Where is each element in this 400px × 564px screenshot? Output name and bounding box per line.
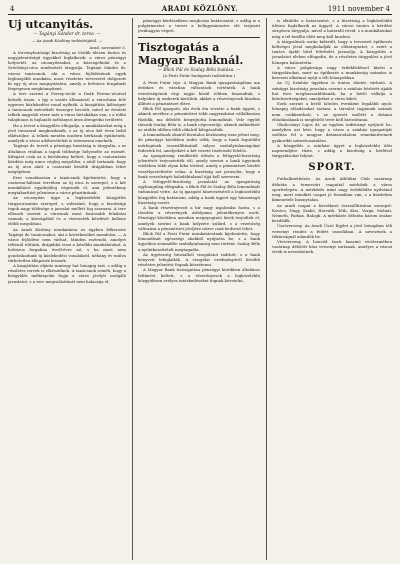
paragraph: Futballmérkőzés. Az Aradi Atlétikai Club vasárnap délután a temesvári csapattal mérkőzik a város sporttelepén. A mérkőzés iránt nagy érdeklődés nyilvánul meg, mert mindkét csapat jó formában van, s a küzdelem kimenetele bizonytalan. xyxy=(272,176,392,203)
issue-date: 1911 november 4 xyxy=(327,5,390,13)
paragraph: Az Aradi Közlöny munkatársa ez ügyben felkereste Tagányi dr. tanácsnokot, aki a következőket mondotta: — A város fejlődése nem várhat. Minden esztendő, amelyet tétlenül töltünk, drágábbá teszi a későbbi munkálatokat. A belváros forgalma évről-évre nő, s ha most nem gondoskodunk új közlekedési vonalakról, néhány év múlva tűrhetetlen állapotok lesznek. xyxy=(8,226,126,263)
paper-name: ARADI KÖZLÖNY. xyxy=(161,4,239,13)
paragraph: Blick Pál igazgató, aki évek óta vezette a bank ügyeit, s akinek nevéhez a pénzintézet több nagyszabású vállalkozása fűződik, ma délelőtt benyújtotta lemondását. Vele együtt távozik Szalay Béla is, a bank cégvezetője, akinek működését az utóbbi időben több oldalról kifogásolták. xyxy=(138,106,260,132)
paragraph: A felügyelő-bizottság javaslatát az igazgatóság egyhangúlag elfogadta, s Blick Pál és Szalay Béla lemondását tudomásul vette. Az új igazgató kinevezéséről a legközelebbi közgyűlés fog határozni, addig a bank ügyeit egy háromtagú bizottság vezeti. xyxy=(138,178,260,205)
paragraph: A törvényhatósági bizottság az ötödik ülésen fontos és nagyjelentőségű ügyekkel foglalkozik: a város pénzügyi helyzetét, az utcanyitásokat, a közvágóhidat és a Széchényi-utca rendezését tárgyalja. Tagányi Sándor dr. városi tanácsnok, aki a város fejlődésének egyik legbuzgóbb munkása, most részletes tervezetet dolgozott ki egy új utca megnyitására, amely a belváros forgalmát lényegesen megkönnyítené. xyxy=(8,49,126,92)
article-subhead: — Blick Pál és Szalay Béla bukása. — xyxy=(157,67,241,73)
column-2 xyxy=(138,18,260,560)
paragraph: Az Uj Színház ügyében is fontos döntés várható. A színügyi bizottság javaslata szerint a színház bérletét újabb hat évre meghosszabbítanák, ha a bérlő vállalja a kötelezettségeket, amelyeket a város kiköt. xyxy=(272,80,392,102)
paragraph: A Pesti Futár írja: A Magyar Bank igazgatóságában ma érdekes és váratlan változások történtek. A bank vezetőségének régi tagjai közül többen lemondtak, s helyükre új emberek kerültek, akiket a részvényesek bizalma állított a pénzintézet élére. xyxy=(138,80,260,106)
paragraph: is elküldte a határozatot, s a bizottság a legközelebbi ülésen foglalkozik az üggyel. A városi tanács a kérdést sürgősen tárgyalja, mivel a határidő rövid, s a munkálatokat még a tél beállta előtt meg kell kezdeni. xyxy=(272,18,392,39)
paragraph: Az aradi csapat a következő összeállításban szerepel: Kovács, Nagy, Szabó, Horváth, Tóth, Kiss, Varga, Molnár, Németh, Farkas, Balogh. A mérkőzés délután három órakor kezdődik. xyxy=(272,202,392,224)
column-3 xyxy=(272,18,392,560)
paragraph: Az igazgatóság rendkívüli ülésén a felügyelő-bizottság jelentését terjesztették elő, amely szerint a bank ügyeinek vitelében több olyan hiba történt, amely a pénzintézet hitelét veszélyeztethette volna. A bizottság azt javasolta, hogy a bank vezetőségét haladéktalanul újjá kell szervezni. xyxy=(138,152,260,179)
paragraph: A Magyar Bank tisztogatása pénzügyi körökben általános feltűnést keltett, s a részvényesek a legközelebbi közgyűlésen erélyes intézkedéseket fognak követelni. xyxy=(138,267,260,283)
article-subhead: — Tagányi Sándor dr. terve. — xyxy=(33,32,101,37)
column-rule xyxy=(132,18,133,560)
article-headline: Uj utcanyitás. xyxy=(8,18,94,31)
paragraph: A tárgyalások során kiderült, hogy a tervezett építkezés költségei jóval meghaladják az előirányzatot, s ezért a tanács újabb hitel felvételét javasolja. A közgyűlés a javaslatot elvben elfogadta, de a részletes tárgyalást a jövő hónapra halasztotta. xyxy=(272,38,392,65)
article-headline: Tisztogatás a Magyar Banknál. xyxy=(138,40,244,67)
sport-section-title: SPORT. xyxy=(308,162,356,174)
paragraph: Okolicsányi Lajos dr. az ügyben indítványt nyújtott be, amelyben azt kéri, hogy a város a színház igazgatóját szólítsa fel a magyar drámairodalom remekműveinek gyakoribb színrehozatalára. xyxy=(272,122,392,143)
paragraph: Erre vonatkozóan a tanácsnok kijelentette, hogy a csatorna-hálózat tervében az új utca is szerepel, s a két munkálatot egyidejűleg végeznék el, ami jelentékeny megtakarítást jelentene a város pénztárának. xyxy=(8,174,126,196)
page-header xyxy=(8,4,392,15)
paragraph: A bank részvényeseit a hír nagy izgalomba hozta, s a tőzsdén a részvények árfolyama jelentékenyen esett. Pénzügyi körökben azonban megnyugtató hírek terjedtek el, amelyek szerint a bank helyzete szilárd, s a vezetőség változása a pénzintézet jövőjére nézve csak kedvező lehet. xyxy=(138,204,260,231)
paragraph: A terv szerint a Forray-utcát a Deák Ferenc-utcával kötnék össze, s így a vasúti állomástól a városháza felé egyenes közlekedési vonal nyílnék. A kisajátítás költségeit a tanácsnok mérsékelt összegre becsüli, mivel az érintett telkek nagyobb része már a város birtokában van, s a többi tulajdonos is hajlandó méltányos áron átengedni területét. xyxy=(8,91,126,123)
article-byline: — Az Aradi Közlöny tudósítójától. — xyxy=(31,37,103,43)
column-1 xyxy=(8,18,126,560)
paragraph: A közgyűlés a színházi ügyet a legközelebbi ülés napirendjére tűzte, s addig a bizottság a bérlővel tárgyalásokat folytat. xyxy=(272,142,392,159)
paragraph: Vívóverseny. A honvéd tiszti kaszinó vívótermében vasárnap délelőtt házi versenyt tartanak, amelyre a városi vívók is nevezhetnek. xyxy=(272,238,392,255)
paragraph: Ezek szerint a bérlő köteles évenként legalább nyolc hónapig előadásokat tartani, a társulat tagjainak számát nem csökkentheti, s az operett mellett a drámai előadásoknak is megfelelő teret kell biztosítania. xyxy=(272,101,392,122)
section-divider xyxy=(138,37,260,38)
paragraph: Az ügyészség hivatalból vizsgálatot indított, s a bank könyveit lefoglalták. A vizsgálat eredményéről később részletes jelentést fognak közzétenni. xyxy=(138,251,260,268)
column-rule xyxy=(266,18,267,560)
paragraph: Blick Pál a Pesti Futár munkatársának kijelentette, hogy lemondását egészségi okokból nyújtotta be, s a bank ügyeiben semmiféle szabálytalanság nem történt. Szalay Béla a nyilatkozattételt megtagadta. xyxy=(138,231,260,252)
article-dateline: Arad, november 3. xyxy=(89,44,126,50)
paragraph: A város polgársága nagy érdeklődéssel kíséri a tárgyalásokat, mert az építkezés a munkásság számára is kereseti alkalmat nyújt a téli hónapokban. xyxy=(272,64,392,81)
paragraph: Úszóverseny. Az Aradi Úszó Egylet a jövő hónapban téli versenyt rendez a fedett uszodában. A nevezések a titkárságnál adandók be. xyxy=(272,223,392,239)
article-byline: (A Pesti Futár budapesti tudósítása.) xyxy=(162,73,236,79)
paragraph: A kisajátítási eljárás mintegy hat hónapig tart, s addig a részletes tervek is elkészülnek. A tanácsnok reméli, hogy a közgyűlés méltányolni fogja a város jövőjét szolgáló javaslatot, s a terv megvalósítását nem halasztja el. xyxy=(8,263,126,284)
paragraph: Tagányi dr. tervét a pénzügyi bizottság is tárgyalta, s az általános vitában a tagok többsége helyeselte az eszmét. Kifogást csak az a körülmény keltett, hogy a csatornázás kérdése még nincs végleg megoldva, s attól tartanak, hogy az új utca alatt a csatornát később drágábban lehet megépíteni. xyxy=(8,143,126,175)
paragraph: pénzügyi kérdésekben meghozza határozatát, s addig is a polgármester a tervet a belügyminiszter elé terjeszti jóváhagyás végett. xyxy=(138,18,260,34)
paragraph: Az utcanyitás ügye a legközelebbi közgyűlés tárgysorozatán szerepel, s valószínű, hogy a bizottsági tagok nagy többsége a javaslat mellett fog szavazni. A terv ellenzői szerint a városnak most fontosabb feladatai vannak; a közvágóhíd és a vízvezeték kérdését kellene előbb megoldani. xyxy=(8,195,126,227)
paragraph: A lemondások okairól hivatalos közlemény nem jelent meg, de pénzügyi körökben tudni vélik, hogy a bank legutóbbi mérlegének összeállításánál súlyos szabálytalanságokat fedeztek fel, amelyekért a két vezető tisztviselő felelős. xyxy=(138,132,260,153)
paragraph: Ha a tervet a közgyűlés elfogadja, a munkálatokat még a jövő tavasszal megkezdenék, s az új utca két éven belül elkészülne. A telkek mentén modern bérházak épülnének, amelyek a város adóbevételeit is tetemesen emelnék. xyxy=(8,122,126,144)
page-number: 4 xyxy=(10,5,15,13)
